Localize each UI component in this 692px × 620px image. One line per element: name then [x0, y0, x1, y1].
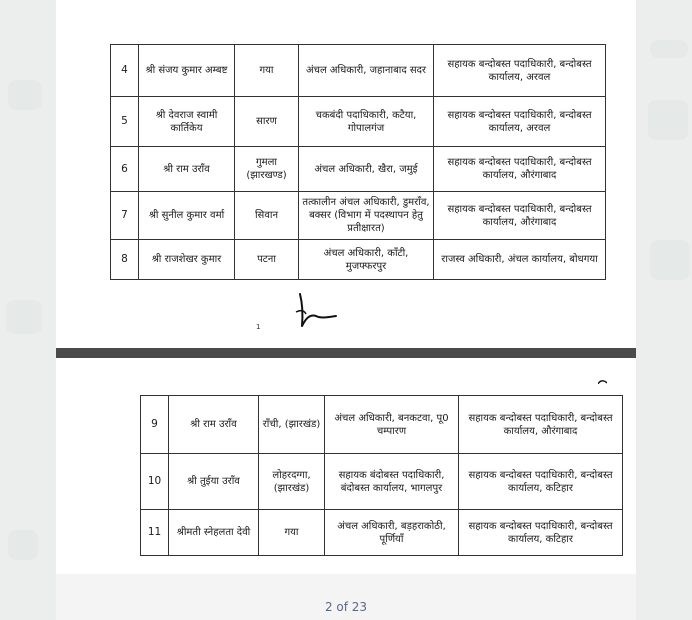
- serial-number: 5: [111, 97, 139, 147]
- ink-mark: [598, 380, 607, 384]
- officer-name: श्रीमती स्नेहलता देवी: [169, 510, 259, 556]
- home-district: गुमला (झारखण्ड): [235, 147, 299, 192]
- home-district: पटना: [235, 240, 299, 280]
- transfer-table: [110, 44, 606, 280]
- serial-number: 6: [111, 147, 139, 192]
- current-post: अंचल अधिकारी, काँटी, मुजफ्फरपुर: [299, 240, 434, 280]
- serial-number: 4: [111, 45, 139, 97]
- new-post: सहायक बन्दोबस्त पदाधिकारी, बन्दोबस्त कार्यालय, कटिहार: [459, 510, 623, 556]
- new-post: सहायक बन्दोबस्त पदाधिकारी, बन्दोबस्त कार्यालय, कटिहार: [459, 454, 623, 510]
- current-post: तत्कालीन अंचल अधिकारी, डुमराँव, बक्सर (विभाग में पदस्थापन हेतु प्रतीक्षारत): [299, 192, 434, 240]
- current-post: अंचल अधिकारी, बड़हराकोठी, पूर्णियाँ: [325, 510, 459, 556]
- home-district: सारण: [235, 97, 299, 147]
- table-row: [111, 192, 606, 240]
- table-row: [141, 454, 623, 510]
- background-ghost-element: [8, 80, 42, 110]
- officer-name: श्री राम उराँव: [169, 396, 259, 454]
- home-district: राँची, (झारखंड): [259, 396, 325, 454]
- table-row: [141, 510, 623, 556]
- new-post: सहायक बन्दोबस्त पदाधिकारी, बन्दोबस्त कार्यालय, औरंगाबाद: [434, 147, 606, 192]
- new-post: सहायक बन्दोबस्त पदाधिकारी, बन्दोबस्त कार्यालय, अरवल: [434, 45, 606, 97]
- table-row: [111, 97, 606, 147]
- new-post: सहायक बन्दोबस्त पदाधिकारी, बन्दोबस्त कार्यालय, अरवल: [434, 97, 606, 147]
- officer-name: श्री संजय कुमार अम्बष्ट: [139, 45, 235, 97]
- serial-number: 9: [141, 396, 169, 454]
- current-post: चकबंदी पदाधिकारी, कटैया, गोपालगंज: [299, 97, 434, 147]
- serial-number: 7: [111, 192, 139, 240]
- signature: [292, 292, 340, 332]
- background-ghost-element: [648, 100, 688, 140]
- officer-name: श्री सुनील कुमार वर्मा: [139, 192, 235, 240]
- table-row: [111, 147, 606, 192]
- new-post: सहायक बन्दोबस्त पदाधिकारी, बन्दोबस्त कार्यालय, औरंगाबाद: [459, 396, 623, 454]
- officer-name: श्री राजशेखर कुमार: [139, 240, 235, 280]
- page-separator: [56, 348, 636, 358]
- background-right-panel: [636, 0, 692, 620]
- serial-number: 8: [111, 240, 139, 280]
- current-post: अंचल अधिकारी, बनकटवा, पू0 चम्पारण: [325, 396, 459, 454]
- table-row: [111, 240, 606, 280]
- background-ghost-element: [8, 530, 38, 560]
- officer-name: श्री राम उराँव: [139, 147, 235, 192]
- officer-name: श्री देवराज स्वामी कार्तिकेय: [139, 97, 235, 147]
- serial-number: 11: [141, 510, 169, 556]
- home-district: लोहरदग्गा, (झारखंड): [259, 454, 325, 510]
- transfer-table: [140, 395, 623, 556]
- home-district: सिवान: [235, 192, 299, 240]
- background-ghost-element: [6, 300, 42, 334]
- page-number-mark: 1: [256, 323, 261, 331]
- home-district: गया: [235, 45, 299, 97]
- current-post: सहायक बंदोबस्त पदाधिकारी, बंदोबस्त कार्यालय, भागलपुर: [325, 454, 459, 510]
- officer-name: श्री तुईया उराँव: [169, 454, 259, 510]
- table-row: [111, 45, 606, 97]
- background-ghost-element: [650, 240, 690, 280]
- page-indicator: 2 of 23: [324, 600, 368, 614]
- current-post: अंचल अधिकारी, खैरा, जमुई: [299, 147, 434, 192]
- current-post: अंचल अधिकारी, जहानाबाद सदर: [299, 45, 434, 97]
- new-post: राजस्व अधिकारी, अंचल कार्यालय, बोधगया: [434, 240, 606, 280]
- serial-number: 10: [141, 454, 169, 510]
- background-ghost-element: [650, 40, 688, 58]
- table-row: [141, 396, 623, 454]
- new-post: सहायक बन्दोबस्त पदाधिकारी, बन्दोबस्त कार्यालय, औरंगाबाद: [434, 192, 606, 240]
- home-district: गया: [259, 510, 325, 556]
